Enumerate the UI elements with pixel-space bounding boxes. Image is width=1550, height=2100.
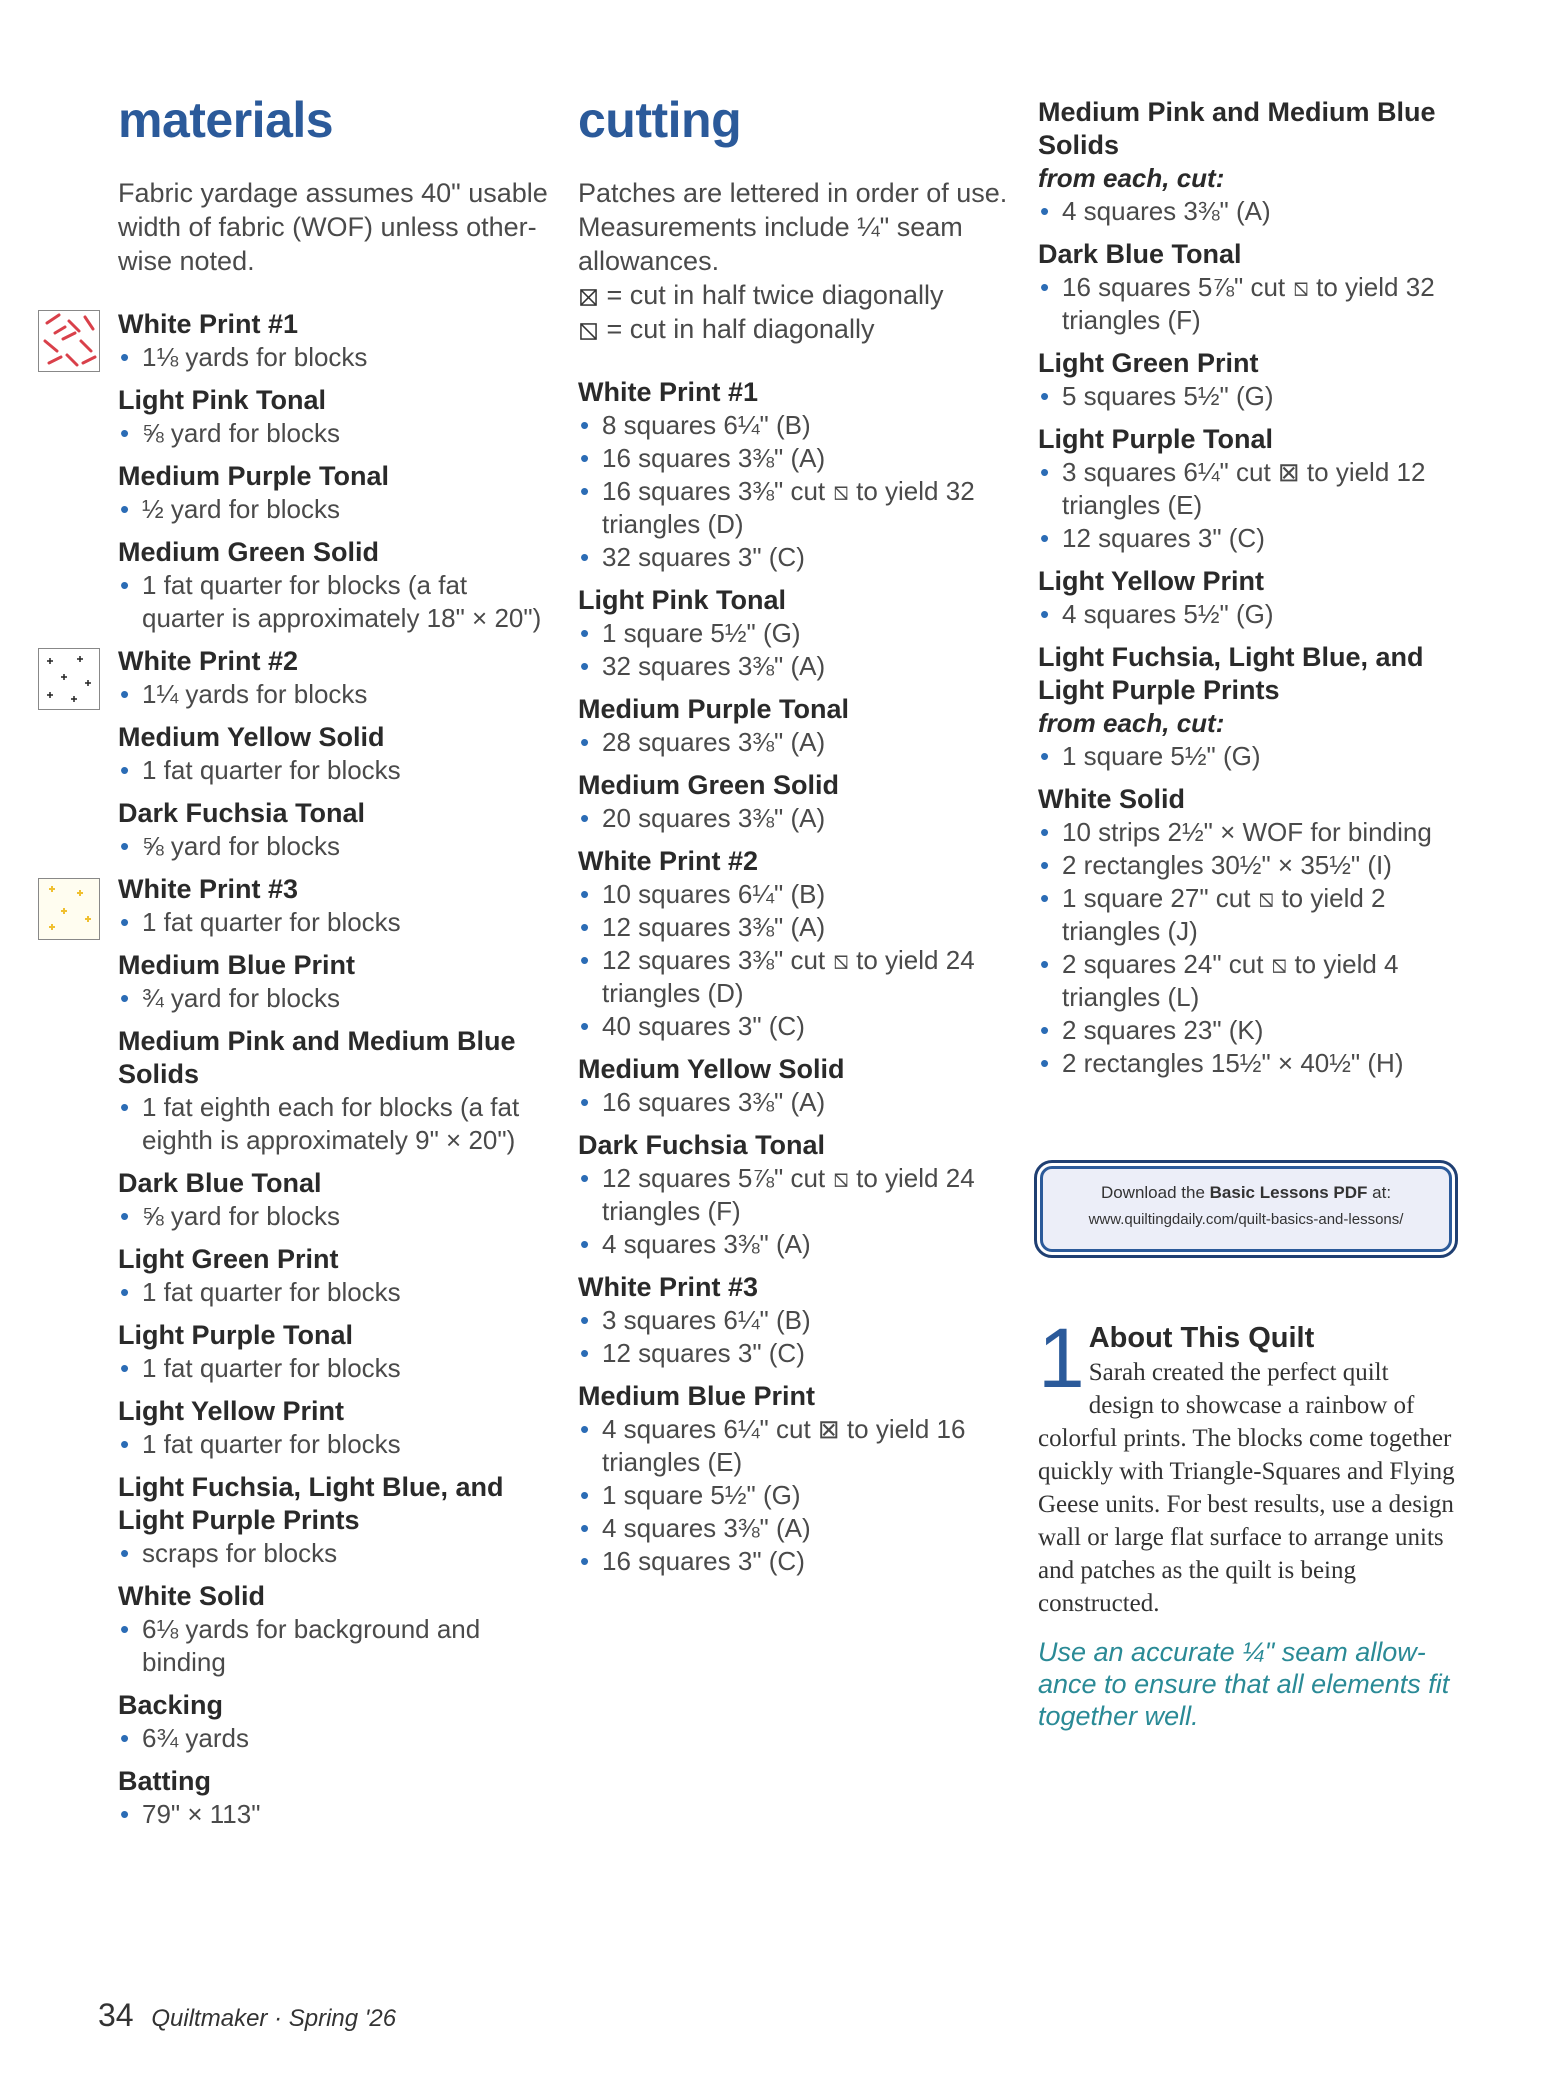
list-item: • 2 squares 23" (K) xyxy=(1038,1014,1458,1047)
fabric-name: Light Fuchsia, Light Blue, and Light Purple Prints xyxy=(1038,642,1424,705)
cutting-intro xyxy=(578,176,1008,346)
list-item: • 4 squares 3⅜" (A) xyxy=(1038,195,1458,228)
fabric-name: Light Purple Tonal xyxy=(1038,424,1273,454)
fabric-name: Medium Blue Print xyxy=(578,1381,816,1411)
bullet-list xyxy=(118,1200,548,1233)
download-line xyxy=(1043,1183,1449,1203)
about-section xyxy=(1038,1311,1458,1732)
fabric-name: Medium Pink and Medium Blue Solids xyxy=(118,1026,516,1089)
bullet-list xyxy=(118,1352,548,1385)
fabric-name: White Print #3 xyxy=(118,874,299,904)
materials-intro-text: Fabric yardage assumes 40" usable width of fabric (WOF) unless other-wise noted. xyxy=(118,178,548,276)
list-group xyxy=(1038,96,1458,228)
bullet-list xyxy=(578,726,1008,759)
list-item: • 20 squares 3⅜" (A) xyxy=(578,802,1008,835)
fabric-name: Dark Blue Tonal xyxy=(1038,239,1242,269)
fabric-name: Medium Blue Print xyxy=(118,950,356,980)
list-item: • 1 square 5½" (G) xyxy=(578,617,1008,650)
bullet-list xyxy=(1038,195,1458,228)
fabric-name: Medium Green Solid xyxy=(118,537,380,567)
bullet-list xyxy=(118,1428,548,1461)
white-print-2-swatch xyxy=(38,648,100,710)
bullet-list xyxy=(1038,816,1458,1080)
about-tip: Use an accurate ¼" seam allow-ance to ensure that all elements fit together well. xyxy=(1038,1637,1450,1731)
materials-column xyxy=(118,92,548,1841)
fabric-name: Light Fuchsia, Light Blue, and Light Purple Prints xyxy=(118,1472,504,1535)
bullet-list xyxy=(118,982,548,1015)
list-item: • 10 squares 6¼" (B) xyxy=(578,878,1008,911)
about-text xyxy=(1038,1311,1458,1620)
list-group xyxy=(578,1271,1008,1370)
list-item: • 1¼ yards for blocks xyxy=(118,678,548,711)
fabric-name: Medium Green Solid xyxy=(578,770,840,800)
list-item: • 4 squares 6¼" cut ⊠ to yield 16 triangles (E) xyxy=(578,1413,1008,1479)
bullet-list xyxy=(118,569,548,635)
page-footer xyxy=(98,1997,396,2034)
list-group xyxy=(578,769,1008,835)
cutting-column xyxy=(578,92,1008,1588)
fabric-name: Medium Pink and Medium Blue Solids xyxy=(1038,97,1436,160)
fabric-subheading: from each, cut: xyxy=(1038,708,1225,738)
bullet-list xyxy=(1038,740,1458,773)
list-item: • 79" × 113" xyxy=(118,1798,548,1831)
bullet-list xyxy=(118,1722,548,1755)
list-group xyxy=(578,376,1008,574)
list-item: • 2 rectangles 30½" × 35½" (I) xyxy=(1038,849,1458,882)
fabric-name: White Solid xyxy=(1038,784,1185,814)
cutting-list-col2 xyxy=(578,376,1008,1578)
list-group xyxy=(578,1129,1008,1261)
about-dropcap: 1 xyxy=(1038,1311,1085,1405)
list-item: • 4 squares 3⅜" (A) xyxy=(578,1228,1008,1261)
list-group xyxy=(118,1319,548,1385)
cutting-heading: cutting xyxy=(578,92,742,148)
fabric-name: Light Pink Tonal xyxy=(578,585,786,615)
list-item: • 1 fat quarter for blocks xyxy=(118,906,548,939)
about-body: Sarah created the perfect quilt design to showcase a rainbow of colorful prints. The blocks come together quickly with Triangle-Squares and Flying Geese units. For best results, use a design wall or large flat surface to arrange units and patches as the quilt is being constructed. xyxy=(1038,1359,1455,1617)
bullet-list xyxy=(1038,271,1458,337)
list-group xyxy=(578,1380,1008,1578)
list-item: • 32 squares 3" (C) xyxy=(578,541,1008,574)
list-group xyxy=(1038,641,1458,773)
list-item: • 32 squares 3⅜" (A) xyxy=(578,650,1008,683)
list-item: • 6⅛ yards for background and binding xyxy=(118,1613,548,1679)
list-item: • 4 squares 3⅜" (A) xyxy=(578,1512,1008,1545)
yellow-sparkle-print-icon xyxy=(39,879,99,939)
bullet-list xyxy=(118,1613,548,1679)
fabric-subheading: from each, cut: xyxy=(1038,163,1225,193)
list-item: • 2 squares 24" cut ⧅ to yield 4 triangles (L) xyxy=(1038,948,1458,1014)
fabric-name: White Print #2 xyxy=(578,846,759,876)
bullet-list xyxy=(578,1413,1008,1578)
bullet-list xyxy=(578,802,1008,835)
list-group xyxy=(118,645,548,711)
list-item: • ¾ yard for blocks xyxy=(118,982,548,1015)
fabric-name: White Solid xyxy=(118,1581,265,1611)
list-item: • 6¾ yards xyxy=(118,1722,548,1755)
list-item: • ½ yard for blocks xyxy=(118,493,548,526)
list-item: • 3 squares 6¼" (B) xyxy=(578,1304,1008,1337)
list-item: • ⅝ yard for blocks xyxy=(118,417,548,450)
bullet-list xyxy=(118,830,548,863)
bullet-list xyxy=(578,1086,1008,1119)
list-group xyxy=(118,308,548,374)
bullet-list xyxy=(1038,380,1458,413)
cut-once-diagonally-icon xyxy=(580,323,597,340)
list-item: • 16 squares 3⅜" cut ⧅ to yield 32 triangles (D) xyxy=(578,475,1008,541)
list-group xyxy=(578,584,1008,683)
list-group xyxy=(118,1471,548,1570)
list-item: • 1 fat quarter for blocks xyxy=(118,1276,548,1309)
fabric-name: Medium Yellow Solid xyxy=(578,1054,845,1084)
list-item: • 3 squares 6¼" cut ⊠ to yield 12 triangles (E) xyxy=(1038,456,1458,522)
materials-intro xyxy=(118,176,548,278)
list-item: • 28 squares 3⅜" (A) xyxy=(578,726,1008,759)
fabric-name: Light Pink Tonal xyxy=(118,385,326,415)
cutting-column-continued xyxy=(1038,96,1458,1090)
list-item: • 1 fat quarter for blocks xyxy=(118,1428,548,1461)
list-group xyxy=(118,873,548,939)
fabric-name: White Print #2 xyxy=(118,646,299,676)
list-item: • 1 square 5½" (G) xyxy=(1038,740,1458,773)
page-number: 34 xyxy=(98,1997,134,2033)
list-group xyxy=(1038,783,1458,1080)
download-box[interactable] xyxy=(1034,1160,1458,1258)
list-item: • 8 squares 6¼" (B) xyxy=(578,409,1008,442)
list-group xyxy=(118,1689,548,1755)
list-group xyxy=(1038,238,1458,337)
bullet-list xyxy=(118,1276,548,1309)
cut-twice-diagonally-icon xyxy=(580,289,597,306)
fabric-name: Dark Fuchsia Tonal xyxy=(118,798,366,828)
fabric-name: White Print #3 xyxy=(578,1272,759,1302)
download-bold: Basic Lessons PDF xyxy=(1209,1183,1368,1202)
list-item: • ⅝ yard for blocks xyxy=(118,830,548,863)
list-item: • 16 squares 3⅜" (A) xyxy=(578,1086,1008,1119)
fabric-name: Batting xyxy=(118,1766,211,1796)
bullet-list xyxy=(118,906,548,939)
list-item: • 2 rectangles 15½" × 40½" (H) xyxy=(1038,1047,1458,1080)
red-dash-print-icon xyxy=(39,311,99,371)
fabric-name: Light Green Print xyxy=(1038,348,1259,378)
white-print-1-swatch xyxy=(38,310,100,372)
list-group xyxy=(118,949,548,1015)
bullet-list xyxy=(1038,456,1458,555)
cut-key-twice-label: = cut in half twice diagonally xyxy=(606,280,944,310)
cut-key-twice xyxy=(578,278,1008,312)
bullet-list xyxy=(1038,598,1458,631)
bullet-list xyxy=(578,878,1008,1043)
list-group xyxy=(118,1580,548,1679)
fabric-name: Light Green Print xyxy=(118,1244,339,1274)
list-item: • 40 squares 3" (C) xyxy=(578,1010,1008,1043)
download-url[interactable]: www.quiltingdaily.com/quilt-basics-and-lessons/ xyxy=(1088,1211,1404,1228)
list-group xyxy=(118,460,548,526)
list-group xyxy=(1038,423,1458,555)
magazine-issue: Quiltmaker · Spring '26 xyxy=(151,2005,397,2032)
bullet-list xyxy=(118,417,548,450)
fabric-name: Dark Blue Tonal xyxy=(118,1168,322,1198)
list-group xyxy=(118,536,548,635)
bullet-list xyxy=(578,1162,1008,1261)
list-group xyxy=(118,1025,548,1157)
cutting-list-col3 xyxy=(1038,96,1458,1080)
list-item: • 4 squares 5½" (G) xyxy=(1038,598,1458,631)
list-group xyxy=(118,1167,548,1233)
list-group xyxy=(118,797,548,863)
list-item: • 1 square 5½" (G) xyxy=(578,1479,1008,1512)
bullet-list xyxy=(118,678,548,711)
black-cross-print-icon xyxy=(39,649,99,709)
fabric-name: Medium Yellow Solid xyxy=(118,722,385,752)
list-group xyxy=(1038,565,1458,631)
fabric-name: White Print #1 xyxy=(118,309,299,339)
fabric-name: Medium Purple Tonal xyxy=(578,694,850,724)
list-group xyxy=(1038,347,1458,413)
list-item: • 16 squares 5⅞" cut ⧅ to yield 32 triangles (F) xyxy=(1038,271,1458,337)
list-group xyxy=(118,1765,548,1831)
download-suffix: at: xyxy=(1372,1183,1392,1202)
list-item: • 5 squares 5½" (G) xyxy=(1038,380,1458,413)
download-box-inner xyxy=(1040,1166,1452,1252)
bullet-list xyxy=(118,493,548,526)
about-title: About This Quilt xyxy=(1088,1322,1315,1354)
cut-key-once xyxy=(578,312,1008,346)
list-item: • 1⅛ yards for blocks xyxy=(118,341,548,374)
bullet-list xyxy=(118,1537,548,1570)
list-item: • ⅝ yard for blocks xyxy=(118,1200,548,1233)
list-item: • 10 strips 2½" × WOF for binding xyxy=(1038,816,1458,849)
list-item: • scraps for blocks xyxy=(118,1537,548,1570)
bullet-list xyxy=(578,409,1008,574)
list-group xyxy=(578,693,1008,759)
list-item: • 16 squares 3" (C) xyxy=(578,1545,1008,1578)
list-group xyxy=(118,384,548,450)
fabric-name: Medium Purple Tonal xyxy=(118,461,390,491)
list-item: • 12 squares 5⅞" cut ⧅ to yield 24 triangles (F) xyxy=(578,1162,1008,1228)
cut-key-once-label: = cut in half diagonally xyxy=(606,314,875,344)
download-prefix: Download the xyxy=(1100,1183,1205,1202)
list-group xyxy=(118,1243,548,1309)
bullet-list xyxy=(118,754,548,787)
white-print-3-swatch xyxy=(38,878,100,940)
bullet-list xyxy=(118,1798,548,1831)
fabric-name: Backing xyxy=(118,1690,224,1720)
list-item: • 12 squares 3" (C) xyxy=(1038,522,1458,555)
list-item: • 1 fat quarter for blocks (a fat quarter is approximately 18" × 20") xyxy=(118,569,548,635)
list-item: • 1 fat eighth each for blocks (a fat eighth is approximately 9" × 20") xyxy=(118,1091,548,1157)
fabric-name: Dark Fuchsia Tonal xyxy=(578,1130,826,1160)
list-group xyxy=(118,721,548,787)
bullet-list xyxy=(118,1091,548,1157)
fabric-name: White Print #1 xyxy=(578,377,759,407)
fabric-name: Light Yellow Print xyxy=(118,1396,345,1426)
list-item: • 1 fat quarter for blocks xyxy=(118,754,548,787)
fabric-name: Light Purple Tonal xyxy=(118,1320,353,1350)
bullet-list xyxy=(578,617,1008,683)
bullet-list xyxy=(578,1304,1008,1370)
materials-list xyxy=(118,308,548,1831)
fabric-name: Light Yellow Print xyxy=(1038,566,1265,596)
list-item: • 1 fat quarter for blocks xyxy=(118,1352,548,1385)
list-group xyxy=(578,1053,1008,1119)
list-group xyxy=(578,845,1008,1043)
list-group xyxy=(118,1395,548,1461)
list-item: • 16 squares 3⅜" (A) xyxy=(578,442,1008,475)
list-item: • 12 squares 3" (C) xyxy=(578,1337,1008,1370)
list-item: • 1 square 27" cut ⧅ to yield 2 triangles (J) xyxy=(1038,882,1458,948)
materials-heading: materials xyxy=(118,92,334,148)
cutting-intro-text: Patches are lettered in order of use. Measurements include ¼" seam allowances. xyxy=(578,178,1008,276)
bullet-list xyxy=(118,341,548,374)
list-item: • 12 squares 3⅜" cut ⧅ to yield 24 triangles (D) xyxy=(578,944,1008,1010)
list-item: • 12 squares 3⅜" (A) xyxy=(578,911,1008,944)
